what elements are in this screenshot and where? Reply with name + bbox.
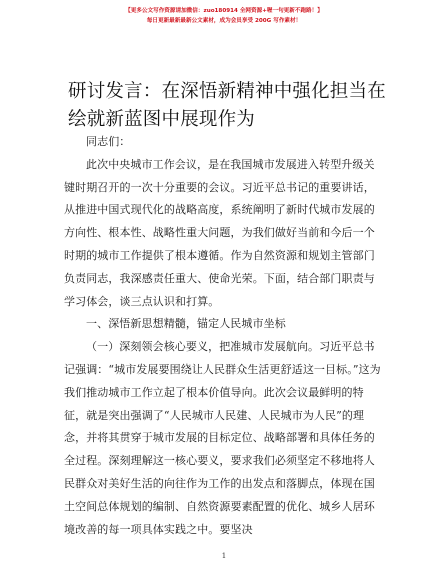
greeting: 同志们：: [86, 135, 131, 148]
document-body: [64, 131, 382, 541]
promo-banner-line-2: 每日更新最新最新公文素材，成为会员享受 200G 写作素材！: [146, 18, 302, 24]
promo-banner-line-1: 【更多公文写作资源请加微信：zuo180914 全网资源+喔一句更新不跑路！】: [125, 8, 323, 14]
paragraph-subsection: （一）深刻领会核心要义，把准城市发展航向。习近平总书记强调：“城市发展要围绕让人民群众生活更舒适这一目标。”这为我们推动城市工作立起了根本价值导向。此次会议最鲜明的特征，就是突出强调了“人民城市人民建、人民城市为人民”的理念，并将其贯穿于城市发展的目标定位、战略部署和具体任务的全过程。深刻理解这一核心要义，要求我们必须坚定不移地将人民群众对美好生活的向往作为工作的出发点和落脚点，体现在国土空间总体规划的编制、自然资源要素配置的优化、城乡人居环境改善的每一项具体实践之中。要坚决: [64, 340, 381, 536]
section-heading: 一、深悟新思想精髓，锚定人民城市坐标: [86, 317, 286, 331]
promo-banner: [0, 6, 448, 26]
page-number: 1: [221, 552, 227, 560]
document-title: 研讨发言：在深悟新精神中强化担当在绘就新蓝图中展现作为: [68, 81, 386, 130]
paragraph-intro: 此次中央城市工作会议，是在我国城市发展进入转型升级关键时期召开的一次十分重要的会议。习近平总书记的重要讲话，从推进中国式现代化的战略高度，系统阐明了新时代城市发展的方向性、根本性、战略性重大问题，为我们做好当前和今后一个时期的城市工作提供了根本遵循。作为自然资源和规划主管部门负责同志，我深感责任重大、使命光荣。下面，结合部门职责与学习体会，谈三点认识和打算。: [64, 157, 375, 308]
